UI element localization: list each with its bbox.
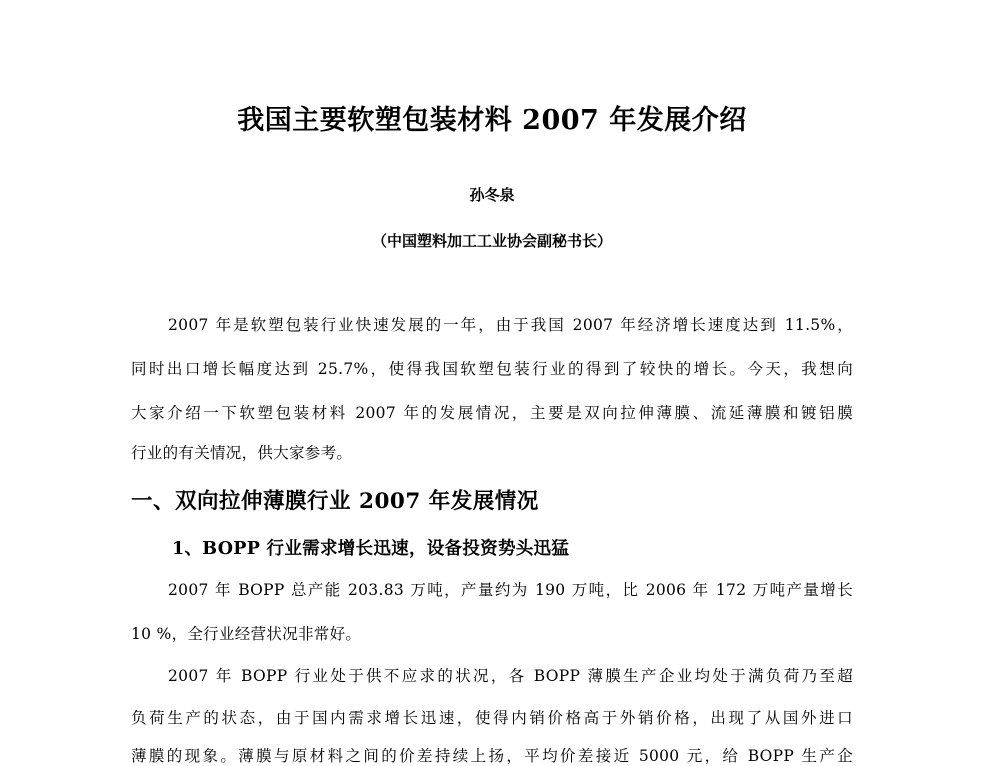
- paragraph-line: 行业的有关情况，供大家参考。: [131, 444, 353, 462]
- author-name: 孙冬泉: [469, 186, 515, 204]
- paragraph-line: 2007 年 BOPP 行业处于供不应求的状况，各 BOPP 薄膜生产企业均处于满负荷乃至超: [168, 667, 853, 685]
- paragraph-line: 大家介绍一下软塑包装材料 2007 年的发展情况，主要是双向拉伸薄膜、流延薄膜和镀铝膜: [131, 404, 853, 422]
- subsection-heading: 1、BOPP 行业需求增长迅速，设备投资势头迅猛: [172, 539, 570, 559]
- document-title: 我国主要软塑包装材料 2007 年发展介绍: [237, 105, 747, 136]
- author-affiliation: （中国塑料加工工业协会副秘书长）: [371, 232, 612, 250]
- section-heading: 一、双向拉伸薄膜行业 2007 年发展情况: [131, 489, 539, 514]
- paragraph-line: 同时出口增长幅度达到 25.7%，使得我国软塑包装行业的得到了较快的增长。今天，我想向: [131, 360, 853, 378]
- paragraph-line: 负荷生产的状态，由于国内需求增长迅速，使得内销价格高于外销价格，出现了从国外进口: [131, 709, 853, 727]
- paragraph-line: 10 %，全行业经营状况非常好。: [131, 625, 362, 643]
- paragraph-line: 2007 年 BOPP 总产能 203.83 万吨，产量约为 190 万吨，比 2006 年 172 万吨产量增长: [168, 581, 853, 599]
- paragraph-line: 薄膜的现象。薄膜与原材料之间的价差持续上扬，平均价差接近 5000 元，给 BOPP 生产企: [131, 747, 853, 765]
- paragraph-line: 2007 年是软塑包装行业快速发展的一年，由于我国 2007 年经济增长速度达到 11.5%，: [168, 316, 853, 334]
